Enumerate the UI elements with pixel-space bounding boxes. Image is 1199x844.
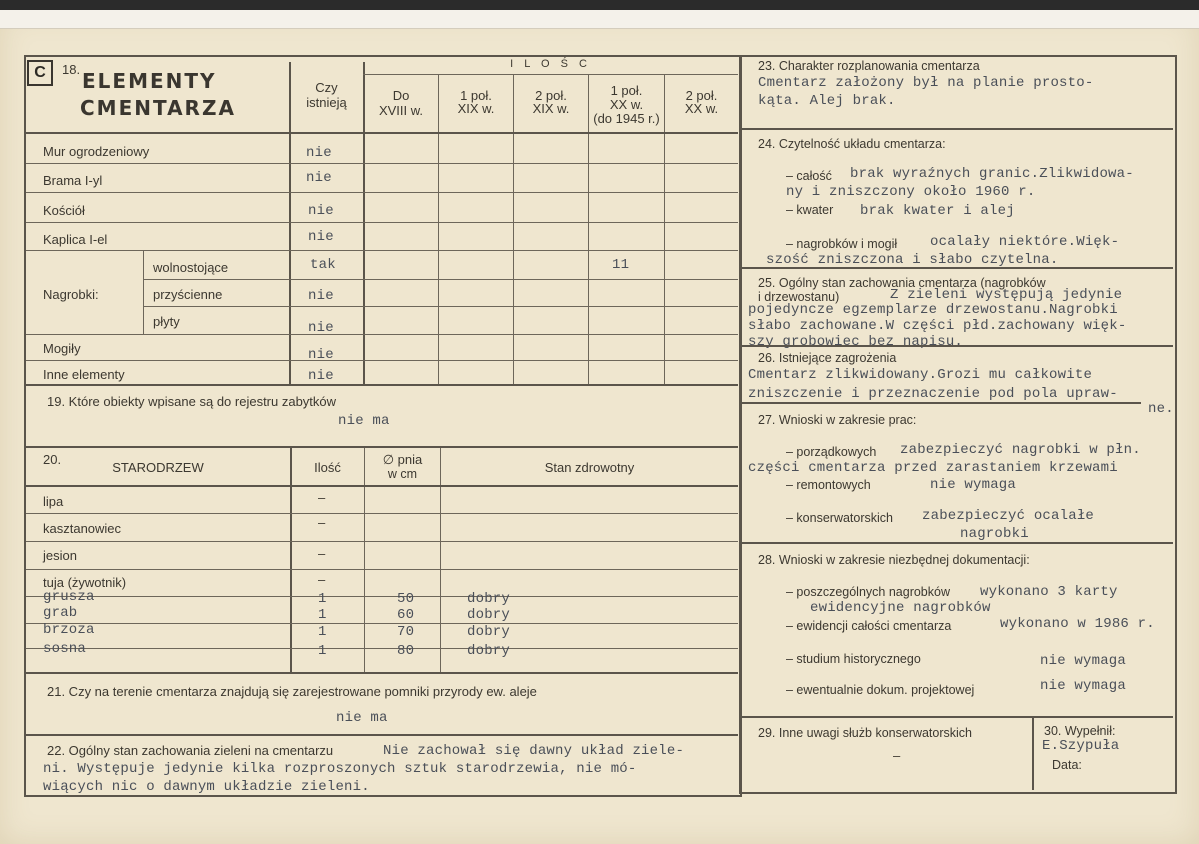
s20-col-diameter-2: w cm: [387, 467, 418, 481]
s29-label: 29. Inne uwagi służb konserwatorskich: [758, 726, 973, 740]
divider: [26, 569, 738, 570]
nagrobki-label: Nagrobki:: [43, 287, 99, 302]
divider: [741, 402, 1141, 404]
row-exists-value: nie: [306, 170, 332, 186]
s24-c-value-line2: szość zniszczona i słabo czytelna.: [766, 252, 1059, 268]
typed-tree-qty: 1: [318, 607, 327, 623]
s28-b-label: – ewidencji całości cmentarza: [786, 619, 952, 633]
s27-a-value-line1: zabezpieczyć nagrobki w płn.: [900, 442, 1141, 458]
divider: [26, 384, 738, 386]
tree-name: jesion: [43, 548, 77, 563]
divider: [440, 448, 441, 672]
s18-title-line2: CMENTARZA: [80, 96, 236, 120]
row-label: Inne elementy: [43, 367, 125, 382]
row-label: Mogiły: [43, 341, 81, 356]
tree-name: lipa: [43, 494, 64, 509]
s30-value: E.Szypuła: [1042, 738, 1120, 754]
divider: [26, 132, 738, 134]
s25-text-line4: szy grobowiec bez napisu.: [748, 334, 964, 350]
col-c4-line1: 1 poł.: [610, 83, 643, 98]
s20-col-diameter-1: ∅ pnia: [382, 452, 423, 467]
divider: [143, 306, 738, 307]
tree-qty: –: [318, 490, 326, 505]
s30-date-label: Data:: [1052, 758, 1082, 772]
s25-label-line2: i drzewostanu): [758, 290, 840, 304]
divider: [289, 62, 291, 384]
typed-tree-health: dobry: [467, 624, 511, 640]
s28-b-value: wykonano w 1986 r.: [1000, 616, 1155, 632]
s23-text-line1: Cmentarz założony był na planie prosto-: [758, 75, 1094, 91]
divider: [26, 623, 738, 624]
s25-text-line1: Z zieleni występują jedynie: [890, 287, 1123, 303]
row-exists-value: nie: [308, 320, 334, 336]
divider: [26, 485, 738, 487]
s20-title: STARODRZEW: [112, 460, 204, 475]
s26-text-line2: zniszczenie i przeznaczenie pod pola upraw-: [748, 386, 1118, 402]
s24-c-value-line1: ocalały niektóre.Więk-: [930, 234, 1120, 250]
s22-text-line3: wiących nic o dawnym układzie zieleni.: [43, 779, 370, 795]
s19-value: nie ma: [338, 413, 390, 429]
row-exists-value: tak: [310, 257, 336, 273]
s26-label: 26. Istniejące zagrożenia: [758, 351, 897, 365]
divider: [26, 192, 738, 193]
s21-label: 21. Czy na terenie cmentarza znajdują się zarejestrowane pomniki przyrody ew. aleje: [47, 684, 537, 699]
typed-tree-qty: 1: [318, 643, 327, 659]
col-exists-1: Czy: [315, 80, 338, 95]
s28-c-label: – studium historycznego: [786, 652, 921, 666]
divider: [290, 448, 292, 672]
tree-qty: –: [318, 515, 326, 530]
s28-a-value-line1: wykonano 3 karty: [980, 584, 1118, 600]
s20-col-health: Stan zdrowotny: [544, 460, 635, 475]
s28-c-value: nie wymaga: [1040, 653, 1127, 669]
divider: [26, 334, 738, 335]
col-c4-line2: XX w.: [609, 97, 644, 112]
typed-tree-qty: 1: [318, 591, 327, 607]
typed-tree-health: dobry: [467, 591, 511, 607]
divider: [26, 513, 738, 514]
divider: [741, 128, 1173, 130]
s24-a-value-line2: ny i zniszczony około 1960 r.: [786, 184, 1036, 200]
row-label: przyścienne: [153, 287, 223, 302]
s22-text-line2: ni. Występuje jedynie kilka rozproszonych sztuk starodrzewia, nie mó-: [43, 761, 637, 777]
s26-text-line3: ne.: [1148, 401, 1174, 417]
divider: [26, 163, 738, 164]
s22-text-line1: Nie zachował się dawny układ ziele-: [383, 743, 685, 759]
col-exists-2: istnieją: [306, 95, 347, 110]
s28-label: 28. Wnioski w zakresie niezbędnej dokumentacji:: [758, 553, 1030, 567]
divider: [741, 345, 1173, 347]
row-label: Mur ogrodzeniowy: [43, 144, 150, 159]
s24-b-value: brak kwater i alej: [860, 203, 1015, 219]
col-c1-line2: XVIII w.: [378, 103, 424, 118]
col-c5-line1: 2 poł.: [685, 88, 718, 103]
typed-tree-diameter: 80: [397, 643, 415, 659]
s28-d-label: – ewentualnie dokum. projektowej: [786, 683, 975, 697]
typed-tree-name: brzoza: [43, 622, 95, 638]
divider: [26, 672, 738, 674]
col-c2-line1: 1 poł.: [460, 88, 492, 103]
divider: [143, 250, 144, 334]
typed-tree-diameter: 70: [397, 624, 415, 640]
divider: [664, 74, 665, 384]
typed-tree-name: grusza: [43, 589, 95, 605]
col-c3-line2: XIX w.: [532, 101, 570, 116]
s27-c-value-line2: nagrobki: [960, 526, 1029, 542]
s25-label-line1: 25. Ogólny stan zachowania cmentarza (nagrobków: [758, 276, 1046, 290]
col-quantity-header: I L O Ś C: [510, 58, 591, 70]
s18-title-line1: ELEMENTY: [82, 69, 217, 93]
s27-a-label: – porządkowych: [786, 445, 877, 459]
divider: [741, 542, 1173, 544]
s29-value: –: [893, 748, 901, 763]
s24-b-label: – kwater: [786, 203, 834, 217]
tree-qty: –: [318, 546, 326, 561]
typed-tree-name: grab: [43, 605, 78, 621]
s26-text-line1: Cmentarz zlikwidowany.Grozi mu całkowite: [748, 367, 1093, 383]
col-c3-line1: 2 poł.: [535, 88, 567, 103]
col-c2-line2: XIX w.: [457, 101, 495, 116]
s24-c-label: – nagrobków i mogił: [786, 237, 898, 251]
row-c4-value: 11: [612, 257, 630, 273]
divider: [26, 648, 738, 649]
typed-tree-diameter: 50: [397, 591, 415, 607]
divider: [26, 446, 738, 448]
s22-label: 22. Ogólny stan zachowania zieleni na cmentarzu: [47, 743, 334, 758]
row-exists-value: nie: [306, 145, 332, 161]
s20-col-quantity: Ilość: [314, 460, 341, 475]
row-label: płyty: [153, 314, 180, 329]
s25-text-line3: słabo zachowane.W części płd.zachowany więk-: [748, 318, 1127, 334]
s21-value: nie ma: [336, 710, 388, 726]
col-c5-line2: XX w.: [684, 101, 719, 116]
s30-label: 30. Wypełnił:: [1044, 724, 1116, 738]
divider: [364, 448, 365, 672]
s27-c-label: – konserwatorskich: [786, 511, 893, 525]
s28-a-label: – poszczególnych nagrobków: [786, 585, 950, 599]
typed-tree-diameter: 60: [397, 607, 415, 623]
tree-name: kasztanowiec: [43, 521, 122, 536]
s23-text-line2: kąta. Alej brak.: [758, 93, 896, 109]
divider: [26, 222, 738, 223]
row-exists-value: nie: [308, 229, 334, 245]
s24-a-label: – całość: [786, 169, 832, 183]
tree-qty: –: [318, 572, 326, 587]
s24-a-value-line1: brak wyraźnych granic.Zlikwidowa-: [850, 166, 1134, 182]
divider: [438, 74, 439, 384]
tape-strip: [0, 10, 1199, 29]
typed-tree-health: dobry: [467, 643, 511, 659]
row-label: Kaplica I-el: [43, 232, 108, 247]
divider: [26, 734, 738, 736]
s28-d-value: nie wymaga: [1040, 678, 1127, 694]
typed-tree-qty: 1: [318, 624, 327, 640]
typed-tree-name: sosna: [43, 641, 87, 657]
tree-name: tuja (żywotnik): [43, 575, 127, 590]
col-c1-line1: Do: [392, 88, 410, 103]
s27-c-value-line1: zabezpieczyć ocalałe: [922, 508, 1095, 524]
divider: [143, 279, 738, 280]
row-exists-value: nie: [308, 368, 334, 384]
s18-number: 18.: [62, 62, 81, 77]
s27-b-label: – remontowych: [786, 478, 871, 492]
typed-tree-health: dobry: [467, 607, 511, 623]
divider: [741, 267, 1173, 269]
row-exists-value: nie: [308, 203, 334, 219]
divider: [26, 360, 738, 361]
s27-label: 27. Wnioski w zakresie prac:: [758, 413, 917, 427]
divider: [1032, 716, 1034, 790]
divider: [26, 541, 738, 542]
row-label: Brama I-yl: [43, 173, 103, 188]
s23-label: 23. Charakter rozplanowania cmentarza: [758, 59, 980, 73]
col-c4-line3: (do 1945 r.): [593, 111, 660, 126]
s27-b-value: nie wymaga: [930, 477, 1017, 493]
s28-a-value-line2: ewidencyjne nagrobków: [810, 600, 991, 616]
divider: [363, 74, 738, 75]
divider: [26, 250, 738, 251]
row-label: wolnostojące: [153, 260, 229, 275]
row-label: Kościół: [43, 203, 85, 218]
divider: [26, 596, 738, 597]
section-letter-box: C: [27, 60, 53, 86]
s27-a-value-line2: części cmentarza przed zarastaniem krzewami: [748, 460, 1118, 476]
s25-text-line2: pojedyncze egzemplarze drzewostanu.Nagrobki: [748, 302, 1118, 318]
divider: [513, 74, 514, 384]
s20-number: 20.: [43, 452, 62, 467]
row-exists-value: nie: [308, 347, 334, 363]
s24-label: 24. Czytelność układu cmentarza:: [758, 137, 946, 151]
s19-label: 19. Które obiekty wpisane są do rejestru zabytków: [47, 394, 337, 409]
row-exists-value: nie: [308, 288, 334, 304]
divider: [741, 716, 1173, 718]
